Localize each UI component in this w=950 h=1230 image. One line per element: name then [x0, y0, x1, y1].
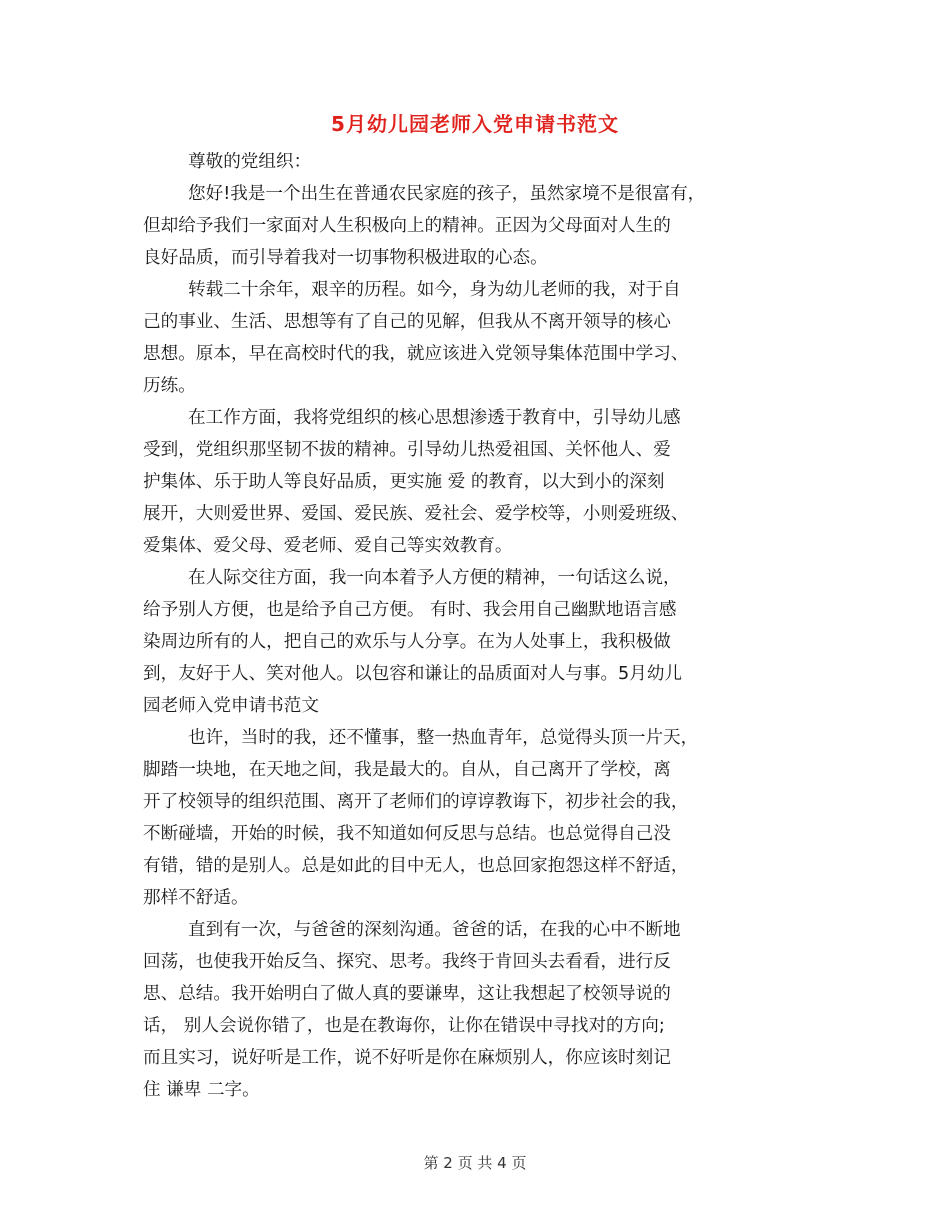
text-line: 爱集体、爱父母、爱老师、爱自己等实效教育。	[143, 536, 513, 556]
document-title: 5月幼儿园老师入党申请书范文	[331, 112, 619, 136]
text-line: 不断碰墙，开始的时候，我不知道如何反思与总结。也总觉得自己没	[143, 824, 671, 844]
text-line: 良好品质，而引导着我对一切事物积极进取的心态。	[143, 248, 548, 268]
text-line: 但却给予我们一家面对人生积极向上的精神。正因为父母面对人生的	[143, 216, 671, 236]
text-line: 转载二十余年，艰辛的历程。如今，身为幼儿老师的我，对于自	[188, 280, 681, 300]
document-body	[143, 146, 823, 1106]
text-line: 展开，大则爱世界、爱国、爱民族、爱社会、爱学校等，小则爱班级、	[143, 504, 689, 524]
text-line: 回荡，也使我开始反刍、探究、思考。我终于肯回头去看看，进行反	[143, 952, 671, 972]
text-line: 那样不舒适。	[143, 888, 249, 908]
text-line: 有错，错的是别人。总是如此的目中无人，也总回家抱怨这样不舒适，	[143, 856, 689, 876]
text-line: 也许，当时的我，还不懂事，整一热血青年，总觉得头顶一片天，	[188, 728, 699, 748]
text-line: 直到有一次，与爸爸的深刻沟通。爸爸的话，在我的心中不断地	[188, 920, 681, 940]
page-number: 第 2 页 共 4 页	[423, 1154, 527, 1172]
text-line: 而且实习，说好听是工作，说不好听是你在麻烦别人，你应该时刻记	[143, 1048, 671, 1068]
text-line: 历练。	[143, 376, 196, 396]
text-line: 己的事业、生活、思想等有了自己的见解，但我从不离开领导的核心	[143, 312, 671, 332]
text-line: 思、总结。我开始明白了做人真的要谦卑，这让我想起了校领导说的	[143, 984, 671, 1004]
text-line: 到，友好于人、笑对他人。以包容和谦让的品质面对人与事。5月幼儿	[143, 664, 683, 684]
text-line: 在人际交往方面，我一向本着予人方便的精神，一句话这么说，	[188, 568, 681, 588]
text-line: 给予别人方便，也是给予自己方便。 有时、我会用自己幽默地语言感	[143, 600, 677, 620]
text-line: 话， 别人会说你错了，也是在教诲你，让你在错误中寻找对的方向;	[143, 1016, 665, 1036]
text-line: 染周边所有的人，把自己的欢乐与人分享。在为人处事上，我积极做	[143, 632, 671, 652]
text-line: 园老师入党申请书范文	[143, 696, 319, 716]
text-line: 尊敬的党组织：	[188, 152, 312, 172]
text-line: 脚踏一块地，在天地之间，我是最大的。自从，自己离开了学校，离	[143, 760, 671, 780]
text-line: 住 谦卑 二字。	[143, 1080, 260, 1100]
text-line: 护集体、乐于助人等良好品质，更实施 爱 的教育，以大到小的深刻	[143, 472, 665, 492]
text-line: 思想。原本，早在高校时代的我，就应该进入党领导集体范围中学习、	[143, 344, 689, 364]
text-line: 在工作方面，我将党组织的核心思想渗透于教育中，引导幼儿感	[188, 408, 681, 428]
text-line: 您好!我是一个出生在普通农民家庭的孩子，虽然家境不是很富有，	[188, 184, 706, 204]
text-line: 受到，党组织那坚韧不拔的精神。引导幼儿热爱祖国、关怀他人、爱	[143, 440, 671, 460]
text-line: 开了校领导的组织范围、离开了老师们的谆谆教诲下，初步社会的我，	[143, 792, 689, 812]
